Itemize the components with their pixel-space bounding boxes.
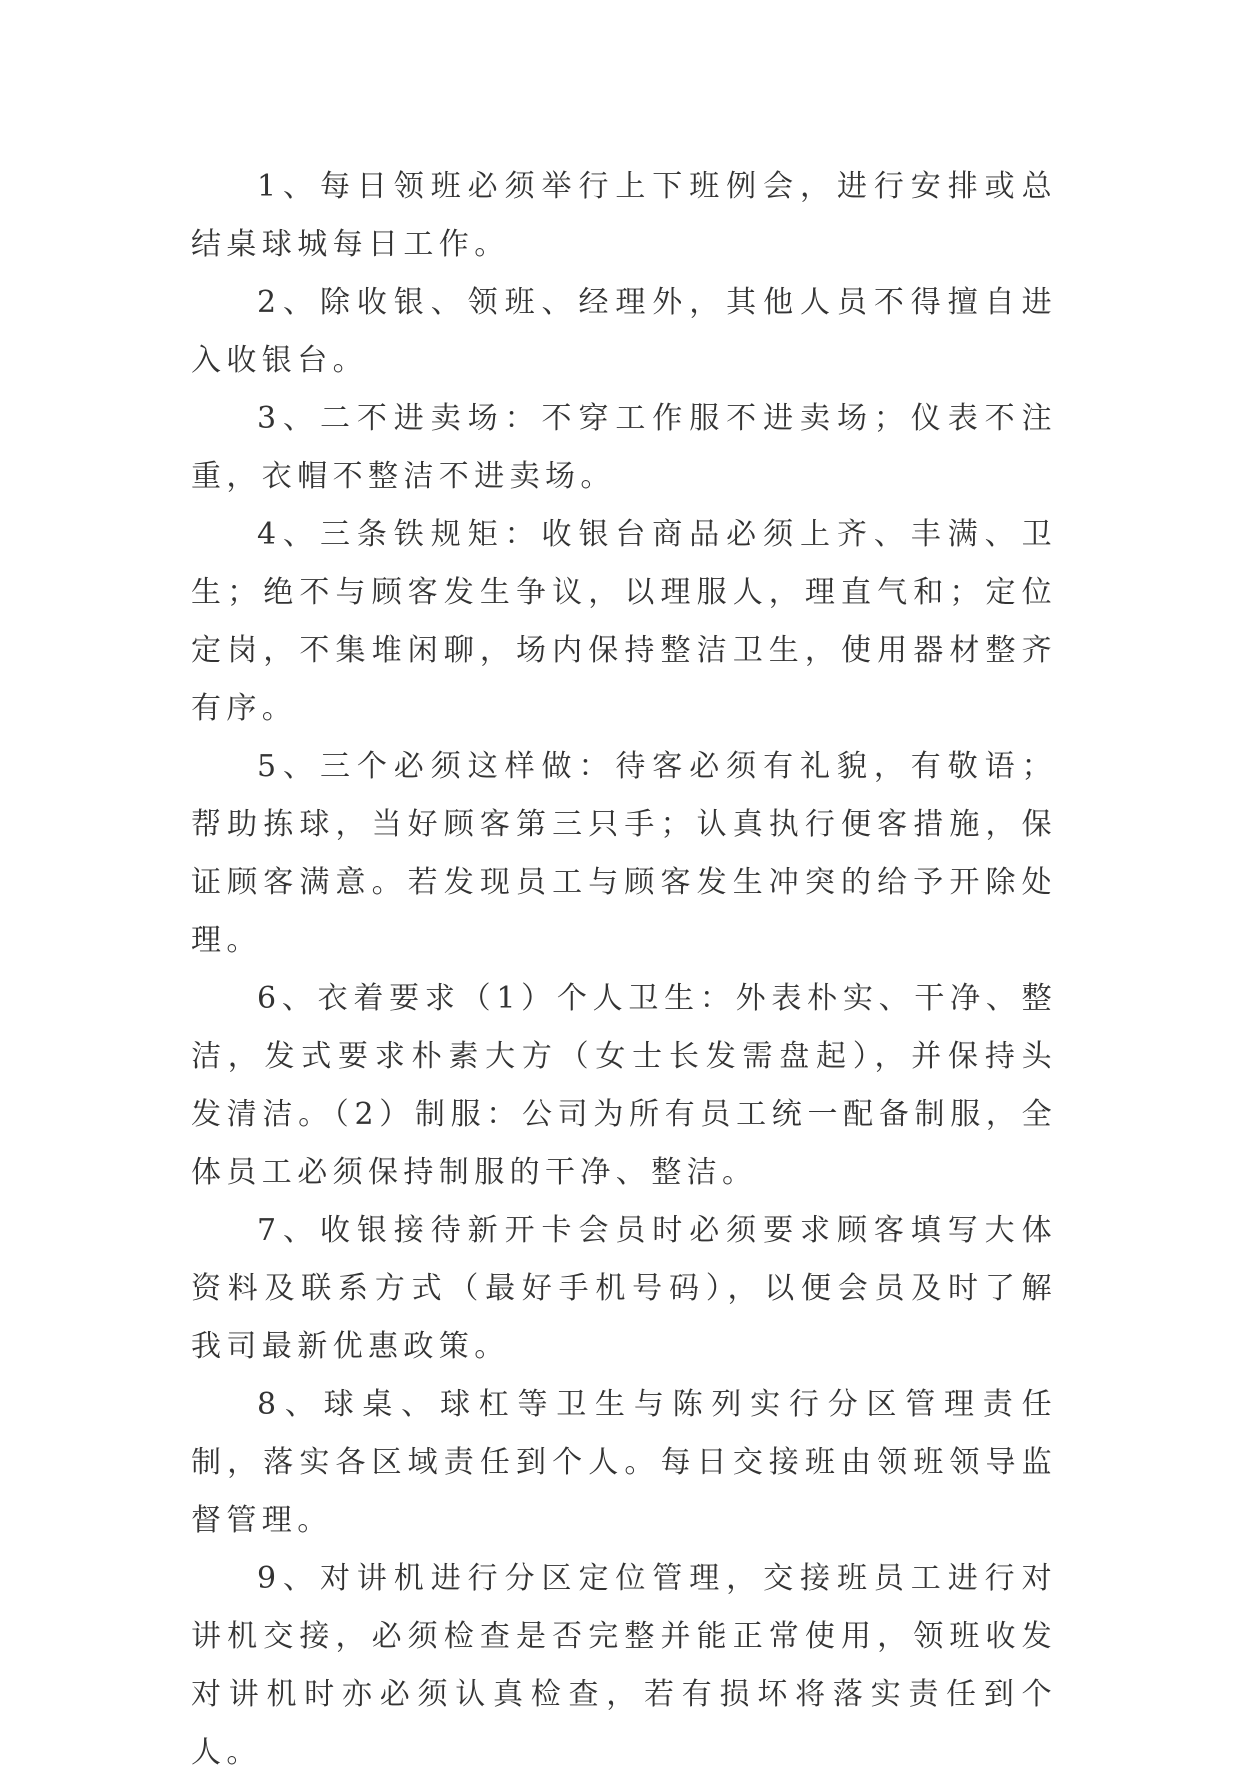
rule-paragraph-4: 4、三条铁规矩：收银台商品必须上齐、丰满、卫生；绝不与顾客发生争议，以理服人，理直气和；定位定岗，不集堆闲聊，场内保持整洁卫生，使用器材整齐有序。 xyxy=(191,517,1057,726)
rule-paragraph-8: 8、球桌、球杠等卫生与陈列实行分区管理责任制，落实各区域责任到个人。每日交接班由领班领导监督管理。 xyxy=(191,1387,1057,1538)
rule-paragraph-7: 7、收银接待新开卡会员时必须要求顾客填写大体资料及联系方式（最好手机号码），以便会员及时了解我司最新优惠政策。 xyxy=(191,1213,1057,1364)
document-body xyxy=(191,158,1057,1782)
rule-paragraph-1: 1、每日领班必须举行上下班例会，进行安排或总结桌球城每日工作。 xyxy=(191,169,1057,262)
rule-paragraph-2: 2、除收银、领班、经理外，其他人员不得擅自进入收银台。 xyxy=(191,285,1057,378)
rule-paragraph-3: 3、二不进卖场：不穿工作服不进卖场；仪表不注重，衣帽不整洁不进卖场。 xyxy=(191,401,1057,494)
rule-paragraph-9: 9、对讲机进行分区定位管理，交接班员工进行对讲机交接，必须检查是否完整并能正常使用，领班收发对讲机时亦必须认真检查，若有损坏将落实责任到个人。 xyxy=(191,1561,1057,1770)
rule-paragraph-6: 6、衣着要求（1）个人卫生：外表朴实、干净、整洁，发式要求朴素大方（女士长发需盘起），并保持头发清洁。（2）制服：公司为所有员工统一配备制服，全体员工必须保持制服的干净、整洁。 xyxy=(191,981,1057,1190)
rule-paragraph-5: 5、三个必须这样做：待客必须有礼貌，有敬语；帮助拣球，当好顾客第三只手；认真执行便客措施，保证顾客满意。若发现员工与顾客发生冲突的给予开除处理。 xyxy=(191,749,1057,958)
